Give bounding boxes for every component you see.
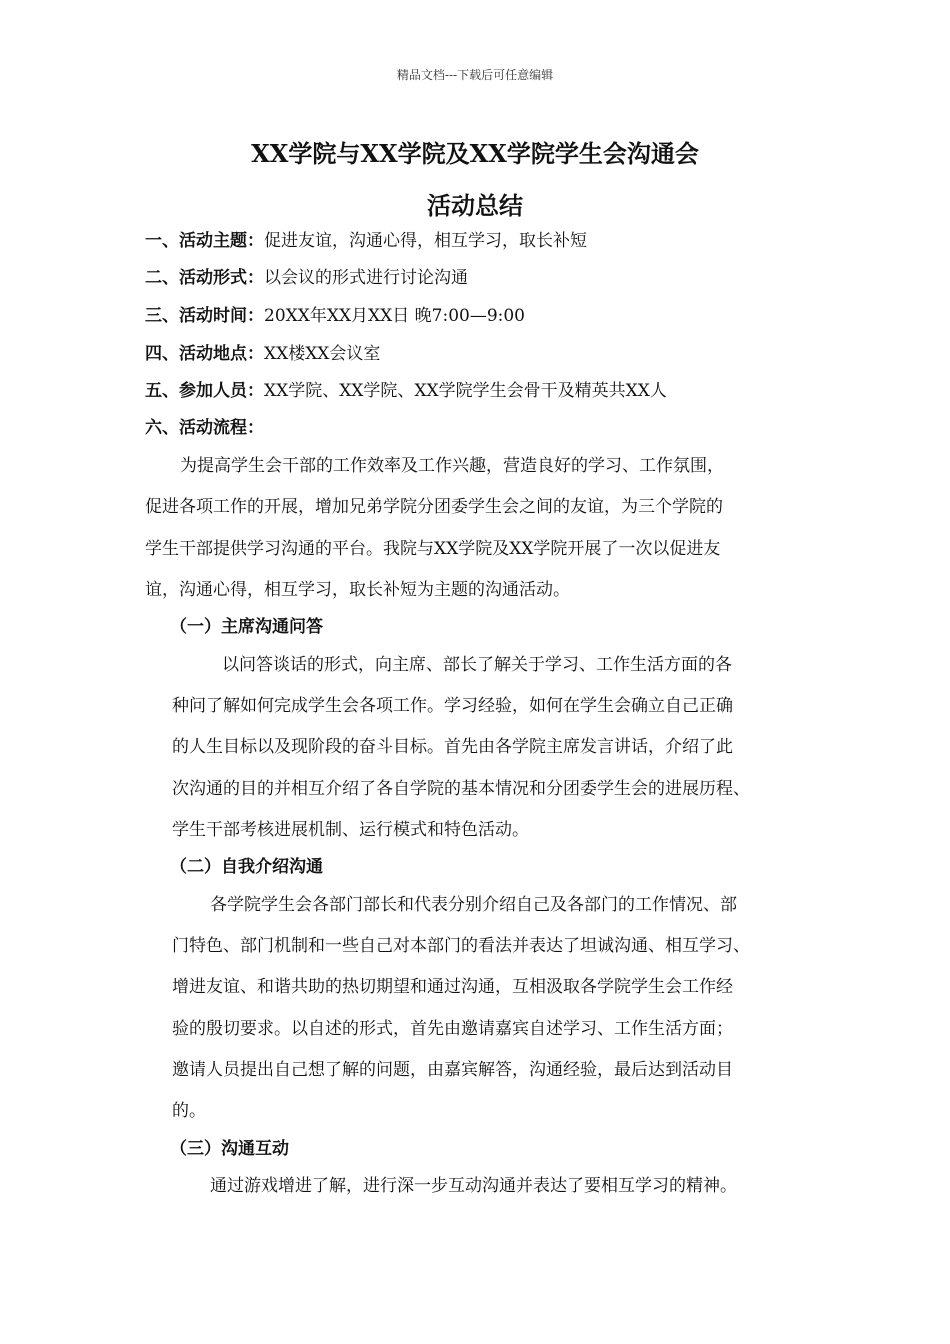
header-note: 精品文档---下载后可任意编辑: [396, 68, 554, 82]
section-heading: （三）沟通互动: [170, 1139, 289, 1159]
section-line: 学生干部考核进展机制、运行模式和特色活动。: [172, 820, 529, 840]
info-row-theme: [145, 226, 587, 251]
info-row-process: [145, 413, 264, 438]
section-line: 的。: [172, 1101, 206, 1121]
intro-line: 谊，沟通心得，相互学习，取长补短为主题的沟通活动。: [145, 580, 570, 600]
info-row-participants: [145, 376, 667, 401]
intro-line: 学生干部提供学习沟通的平台。我院与XX学院及XX学院开展了一次以促进友: [145, 539, 721, 559]
info-label: 六、活动流程：: [145, 418, 264, 438]
section-line: 邀请人员提出自己想了解的问题，由嘉宾解答，沟通经验，最后达到活动目: [172, 1060, 733, 1080]
info-row-format: [145, 263, 468, 288]
info-label: 三、活动时间：: [145, 306, 264, 326]
info-value: 促进友谊，沟通心得，相互学习，取长补短: [264, 231, 587, 251]
info-label: 一、活动主题：: [145, 231, 264, 251]
info-value: XX学院、XX学院、XX学院学生会骨干及精英共XX人: [264, 381, 667, 401]
intro-line: 为提高学生会干部的工作效率及工作兴趣，营造良好的学习、工作氛围，: [180, 456, 724, 476]
section-line: 增进友谊、和谐共助的热切期望和通过沟通，互相汲取各学院学生会工作经: [172, 977, 733, 997]
section-line: 以问答谈话的形式，向主席、部长了解关于学习、工作生活方面的各: [222, 655, 732, 675]
info-label: 二、活动形式：: [145, 268, 264, 288]
info-label: 五、参加人员：: [145, 381, 264, 401]
document-title: XX学院与XX学院及XX学院学生会沟通会: [251, 139, 699, 168]
section-line: 验的殷切要求。以自述的形式，首先由邀请嘉宾自述学习、工作生活方面；: [172, 1019, 733, 1039]
section-heading: （二）自我介绍沟通: [170, 857, 323, 877]
section-line: 门特色、部门机制和一些自己对本部门的看法并表达了坦诚沟通、相互学习、: [172, 936, 750, 956]
info-value: 以会议的形式进行讨论沟通: [264, 268, 468, 288]
section-line: 种问了解如何完成学生会各项工作。学习经验，如何在学生会确立自己正确: [172, 696, 733, 716]
info-row-time: [145, 301, 525, 326]
section-line: 通过游戏增进了解，进行深一步互动沟通并表达了要相互学习的精神。: [210, 1176, 737, 1196]
section-line: 各学院学生会各部门部长和代表分别介绍自己及各部门的工作情况、部: [210, 895, 737, 915]
section-heading: （一）主席沟通问答: [170, 617, 323, 637]
section-line: 次沟通的目的并相互介绍了各自学院的基本情况和分团委学生会的进展历程、: [172, 779, 750, 799]
section-line: 的人生目标以及现阶段的奋斗目标。首先由各学院主席发言讲话，介绍了此: [172, 737, 733, 757]
intro-line: 促进各项工作的开展，增加兄弟学院分团委学生会之间的友谊，为三个学院的: [145, 497, 723, 517]
info-label: 四、活动地点：: [145, 344, 264, 364]
info-value: 20XX年XX月XX日 晚7:00—9:00: [264, 306, 526, 326]
document-subtitle: 活动总结: [427, 191, 523, 220]
info-value: XX楼XX会议室: [264, 344, 381, 364]
info-row-location: [145, 339, 380, 364]
